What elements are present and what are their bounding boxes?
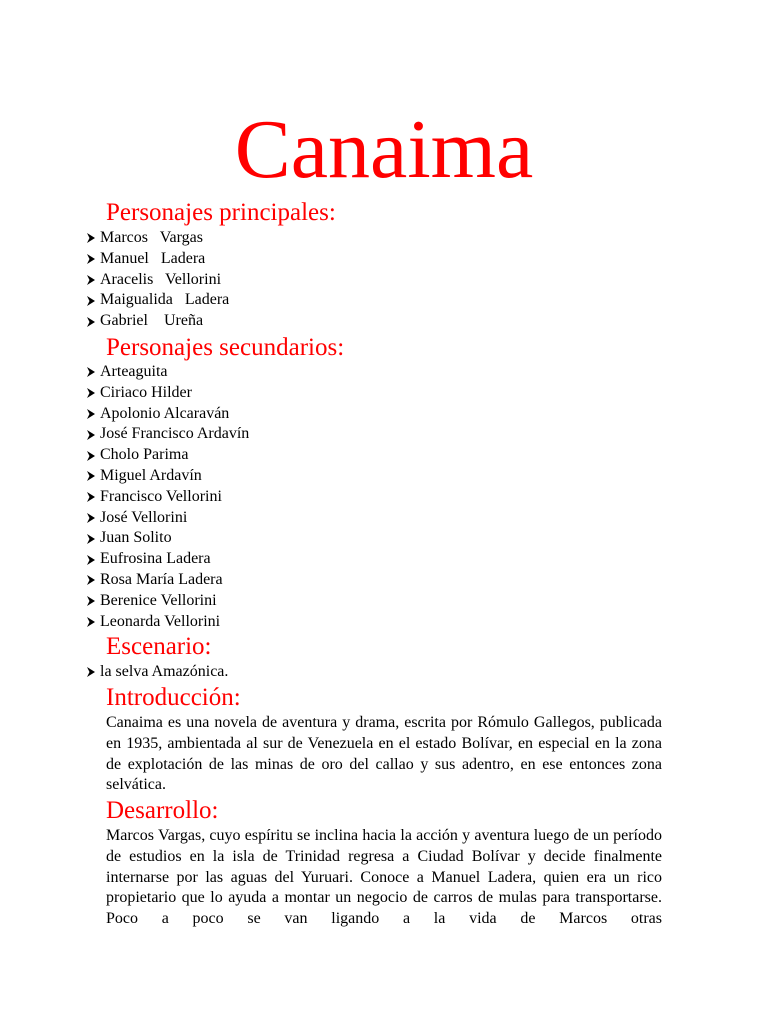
arrow-bullet-icon	[86, 574, 100, 586]
list-item	[86, 311, 229, 332]
list-item	[86, 591, 249, 612]
main-characters-list	[86, 228, 229, 332]
list-item	[86, 270, 229, 291]
list-item	[86, 362, 249, 383]
arrow-bullet-icon	[86, 295, 100, 307]
main-characters-heading: Personajes principales:	[106, 199, 336, 226]
list-item	[86, 404, 249, 425]
list-item-label: Francisco Vellorini	[100, 487, 222, 505]
list-item	[86, 549, 249, 570]
list-item	[86, 508, 249, 529]
list-item-label: Miguel Ardavín	[100, 466, 202, 484]
list-item-label: Juan Solito	[100, 529, 172, 547]
introduction-heading: Introducción:	[106, 684, 241, 711]
list-item-label: Ciriaco Hilder	[100, 383, 192, 401]
list-item	[86, 290, 229, 311]
list-item-label: José Francisco Ardavín	[100, 425, 250, 443]
list-item	[86, 445, 249, 466]
list-item-label: Leonarda Vellorini	[100, 612, 221, 630]
list-item	[86, 466, 249, 487]
development-heading: Desarrollo:	[106, 797, 219, 824]
arrow-bullet-icon	[86, 429, 100, 441]
list-item-label: Cholo Parima	[100, 446, 189, 464]
list-item	[86, 383, 249, 404]
arrow-bullet-icon	[86, 616, 100, 628]
list-item	[86, 249, 229, 270]
secondary-characters-list	[86, 362, 249, 632]
arrow-bullet-icon	[86, 253, 100, 265]
document-title: Canaima	[234, 103, 534, 196]
list-item	[86, 424, 249, 445]
arrow-bullet-icon	[86, 274, 100, 286]
development-paragraph: Marcos Vargas, cuyo espíritu se inclina hacia la acción y aventura luego de un período de estudios en la isla de Trinidad regresa a Ciudad Bolívar y decide finalmente internarse por las aguas del Yuruari. Conoce a Manuel Ladera, quien era un rico propietario que lo ayuda a montar un negocio de carros de mulas para transportarse. Poco a poco se van ligando a la vida de Marcos otras	[106, 827, 662, 928]
arrow-bullet-icon	[86, 450, 100, 462]
list-item-label: la selva Amazónica.	[100, 663, 229, 680]
arrow-bullet-icon	[86, 316, 100, 328]
list-item-label: Gabriel Ureña	[100, 312, 204, 330]
list-item-label: Aracelis Vellorini	[100, 270, 222, 288]
list-item-label: Apolonio Alcaraván	[100, 404, 230, 422]
list-item	[86, 612, 249, 633]
arrow-bullet-icon	[86, 666, 100, 678]
list-item-label: José Vellorini	[100, 508, 188, 526]
arrow-bullet-icon	[86, 533, 100, 545]
list-item-label: Arteaguita	[100, 363, 168, 380]
arrow-bullet-icon	[86, 595, 100, 607]
list-item	[86, 228, 229, 249]
arrow-bullet-icon	[86, 366, 100, 378]
list-item-label: Manuel Ladera	[100, 249, 206, 267]
arrow-bullet-icon	[86, 408, 100, 420]
setting-list	[86, 662, 228, 683]
arrow-bullet-icon	[86, 232, 100, 244]
list-item	[86, 528, 249, 549]
arrow-bullet-icon	[86, 554, 100, 566]
list-item	[86, 570, 249, 591]
list-item-label: Maigualida Ladera	[100, 291, 230, 309]
introduction-paragraph: Canaima es una novela de aventura y drama, escrita por Rómulo Gallegos, publicada en 1935, ambientada al sur de Venezuela en el estado Bolívar, en especial en la zona de explotación de las minas de oro del callao y sus adentro, en ese entonces zona selvática.	[106, 714, 662, 794]
secondary-characters-heading: Personajes secundarios:	[106, 334, 345, 361]
arrow-bullet-icon	[86, 470, 100, 482]
list-item-label: Eufrosina Ladera	[100, 550, 211, 568]
arrow-bullet-icon	[86, 387, 100, 399]
arrow-bullet-icon	[86, 491, 100, 503]
arrow-bullet-icon	[86, 512, 100, 524]
list-item	[86, 487, 249, 508]
list-item	[86, 662, 228, 683]
setting-heading: Escenario:	[106, 633, 212, 660]
list-item-label: Marcos Vargas	[100, 229, 203, 246]
list-item-label: Rosa María Ladera	[100, 570, 223, 588]
list-item-label: Berenice Vellorini	[100, 591, 217, 609]
